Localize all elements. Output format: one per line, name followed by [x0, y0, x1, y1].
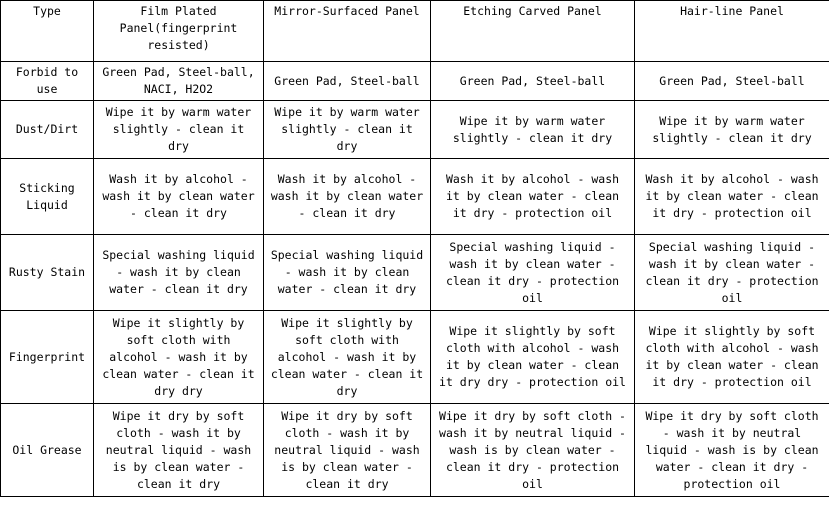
table-cell: Green Pad, Steel-ball, NACI, H2O2 — [94, 62, 264, 101]
table-cell: Wipe it by warm water slightly - clean it dry — [94, 101, 264, 159]
header-film-plated-panel: Film Plated Panel(fingerprint resisted) — [94, 1, 264, 62]
table-cell: Special washing liquid - wash it by clean water - clean it dry — [264, 235, 431, 311]
row-label-oil-grease: Oil Grease — [1, 404, 94, 497]
header-row — [1, 1, 829, 62]
header-mirror-surfaced-panel: Mirror-Surfaced Panel — [264, 1, 431, 62]
table-cell: Wipe it by warm water slightly - clean it dry — [635, 101, 829, 159]
table-row — [1, 235, 829, 311]
table-cell: Special washing liquid - wash it by clean water - clean it dry - protection oil — [431, 235, 635, 311]
table-cell: Wipe it dry by soft cloth - wash it by neutral liquid - wash is by clean water - clean it dry - protection oil — [635, 404, 829, 497]
table-cell: Wipe it by warm water slightly - clean it dry — [264, 101, 431, 159]
row-label-rusty-stain: Rusty Stain — [1, 235, 94, 311]
header-type: Type — [1, 1, 94, 62]
table-row — [1, 62, 829, 101]
table-cell: Wipe it dry by soft cloth - wash it by neutral liquid - wash is by clean water - clean it dry - protection oil — [431, 404, 635, 497]
row-label-forbid-to-use: Forbid to use — [1, 62, 94, 101]
table-cell: Special washing liquid - wash it by clean water - clean it dry — [94, 235, 264, 311]
header-hair-line-panel: Hair-line Panel — [635, 1, 829, 62]
table-cell: Green Pad, Steel-ball — [264, 62, 431, 101]
table-cell: Wipe it dry by soft cloth - wash it by neutral liquid - wash is by clean water - clean it dry — [94, 404, 264, 497]
table-cell: Wash it by alcohol - wash it by clean water - clean it dry - protection oil — [635, 159, 829, 235]
table-row — [1, 311, 829, 404]
table-row — [1, 101, 829, 159]
table-cell: Wash it by alcohol - wash it by clean water - clean it dry — [94, 159, 264, 235]
table-cell: Wash it by alcohol - wash it by clean water - clean it dry — [264, 159, 431, 235]
table-cell: Wipe it dry by soft cloth - wash it by neutral liquid - wash is by clean water - clean it dry — [264, 404, 431, 497]
table-row — [1, 404, 829, 497]
row-label-fingerprint: Fingerprint — [1, 311, 94, 404]
table-cell: Wipe it slightly by soft cloth with alcohol - wash it by clean water - clean it dry - protection oil — [635, 311, 829, 404]
table-cell: Wipe it slightly by soft cloth with alcohol - wash it by clean water - clean it dry dry - protection oil — [431, 311, 635, 404]
header-etching-carved-panel: Etching Carved Panel — [431, 1, 635, 62]
table-row — [1, 159, 829, 235]
table-cell: Green Pad, Steel-ball — [431, 62, 635, 101]
table-cell: Green Pad, Steel-ball — [635, 62, 829, 101]
table-cell: Special washing liquid - wash it by clean water - clean it dry - protection oil — [635, 235, 829, 311]
row-label-dust-dirt: Dust/Dirt — [1, 101, 94, 159]
table-cell: Wash it by alcohol - wash it by clean water - clean it dry - protection oil — [431, 159, 635, 235]
table-cell: Wipe it by warm water slightly - clean it dry — [431, 101, 635, 159]
table-cell: Wipe it slightly by soft cloth with alcohol - wash it by clean water - clean it dry dry — [94, 311, 264, 404]
table-cell: Wipe it slightly by soft cloth with alcohol - wash it by clean water - clean it dry — [264, 311, 431, 404]
row-label-sticking-liquid: Sticking Liquid — [1, 159, 94, 235]
